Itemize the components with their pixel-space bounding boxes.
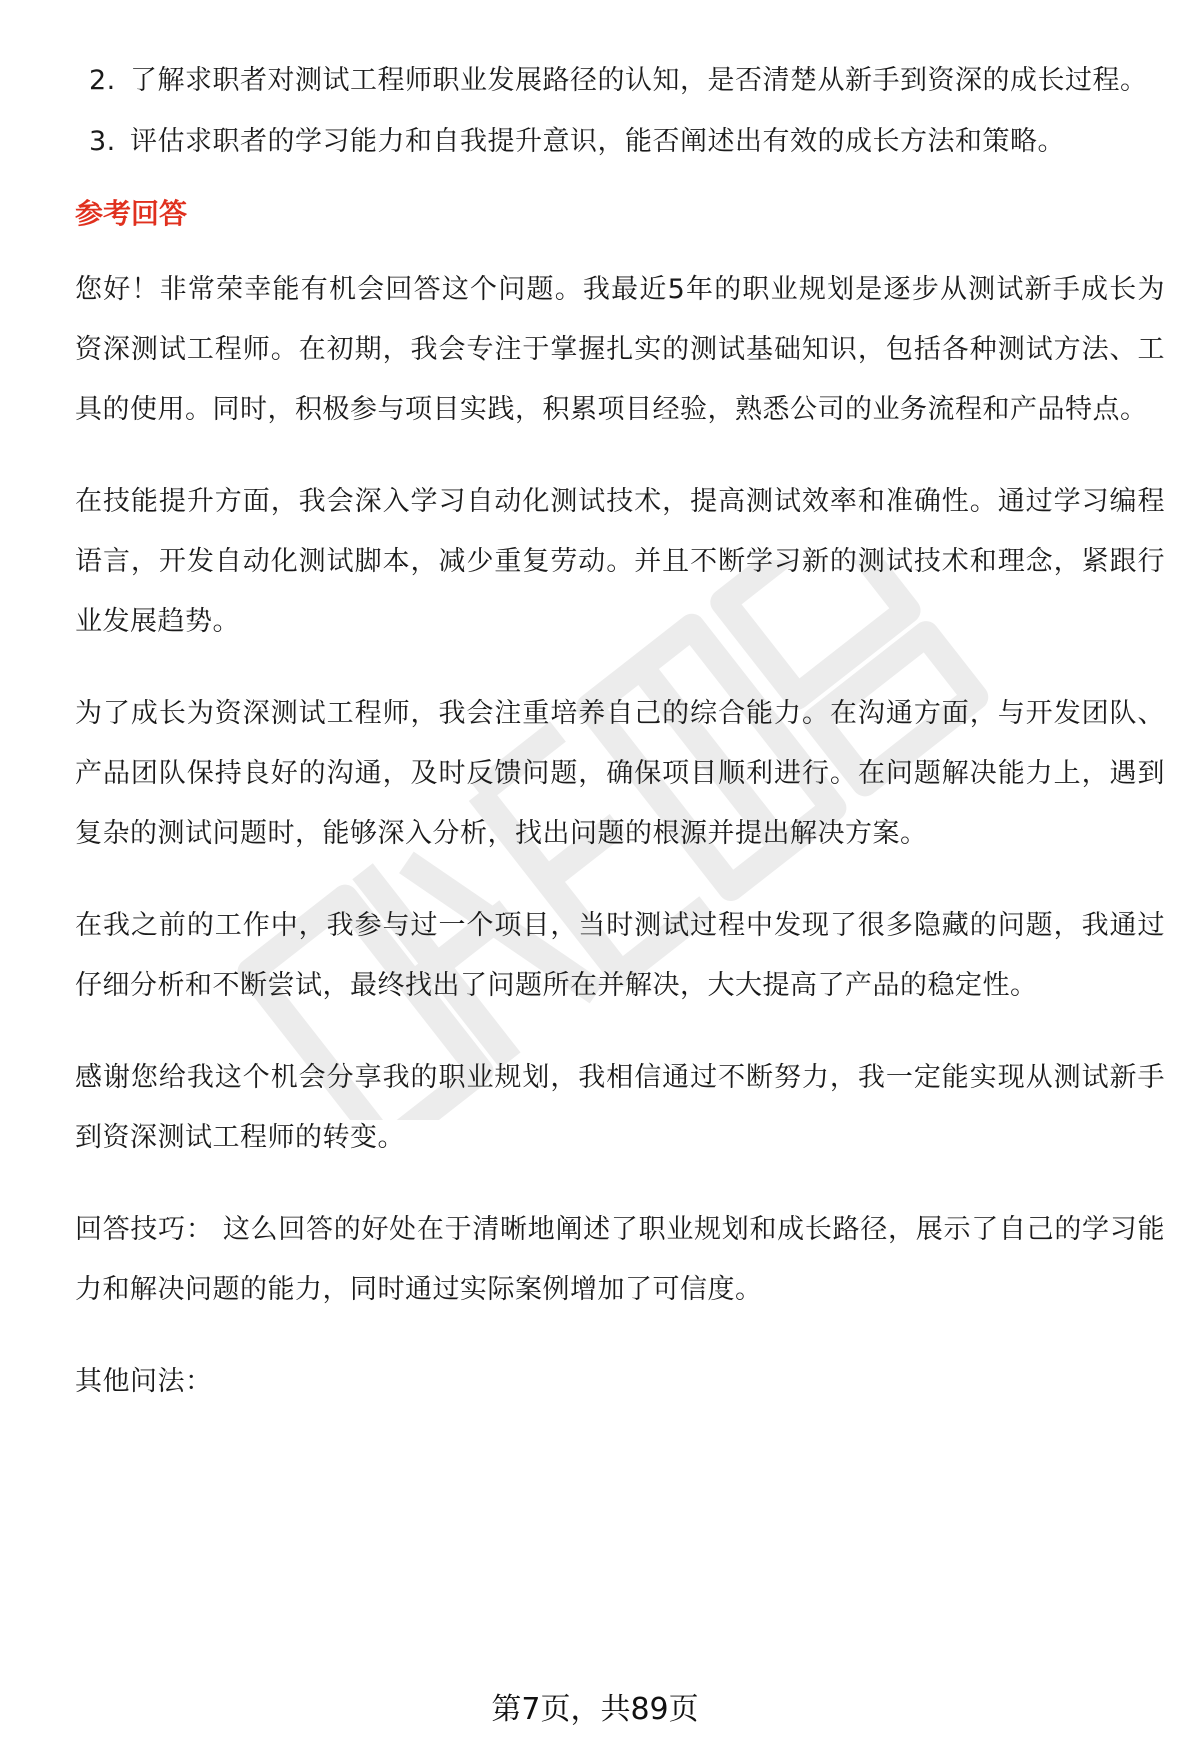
page-number-footer: 第7页，共89页: [491, 1692, 699, 1727]
content-area: [75, 50, 1165, 1444]
list-item-text: 了解求职者对测试工程师职业发展路径的认知，是否清楚从新手到资深的成长过程。: [130, 65, 1148, 96]
list-item: [75, 111, 1165, 172]
evaluation-list: [75, 50, 1165, 172]
answer-paragraph: 感谢您给我这个机会分享我的职业规划，我相信通过不断努力，我一定能实现从测试新手到资深测试工程师的转变。: [75, 1062, 1165, 1153]
other-questions-label: 其他问法：: [75, 1366, 213, 1397]
answer-tips-paragraph: 回答技巧： 这么回答的好处在于清晰地阐述了职业规划和成长路径，展示了自己的学习能力和解决问题的能力，同时通过实际案例增加了可信度。: [75, 1214, 1165, 1305]
section-title: 参考回答: [75, 197, 188, 230]
answer-paragraph: 在技能提升方面，我会深入学习自动化测试技术，提高测试效率和准确性。通过学习编程语言，开发自动化测试脚本，减少重复劳动。并且不断学习新的测试技术和理念，紧跟行业发展趋势。: [75, 486, 1165, 637]
answer-paragraph: 您好！非常荣幸能有机会回答这个问题。我最近5年的职业规划是逐步从测试新手成长为资深测试工程师。在初期，我会专注于掌握扎实的测试基础知识，包括各种测试方法、工具的使用。同时，积极参与项目实践，积累项目经验，熟悉公司的业务流程和产品特点。: [75, 274, 1165, 425]
answer-paragraph: 为了成长为资深测试工程师，我会注重培养自己的综合能力。在沟通方面，与开发团队、产品团队保持良好的沟通，及时反馈问题，确保项目顺利进行。在问题解决能力上，遇到复杂的测试问题时，能够深入分析，找出问题的根源并提出解决方案。: [75, 698, 1165, 849]
list-item-number: 3.: [89, 126, 116, 157]
answer-paragraph: 在我之前的工作中，我参与过一个项目，当时测试过程中发现了很多隐藏的问题，我通过仔细分析和不断尝试，最终找出了问题所在并解决，大大提高了产品的稳定性。: [75, 910, 1165, 1001]
list-item: [75, 50, 1165, 111]
list-item-text: 评估求职者的学习能力和自我提升意识，能否阐述出有效的成长方法和策略。: [130, 126, 1065, 157]
list-item-number: 2.: [89, 65, 116, 96]
